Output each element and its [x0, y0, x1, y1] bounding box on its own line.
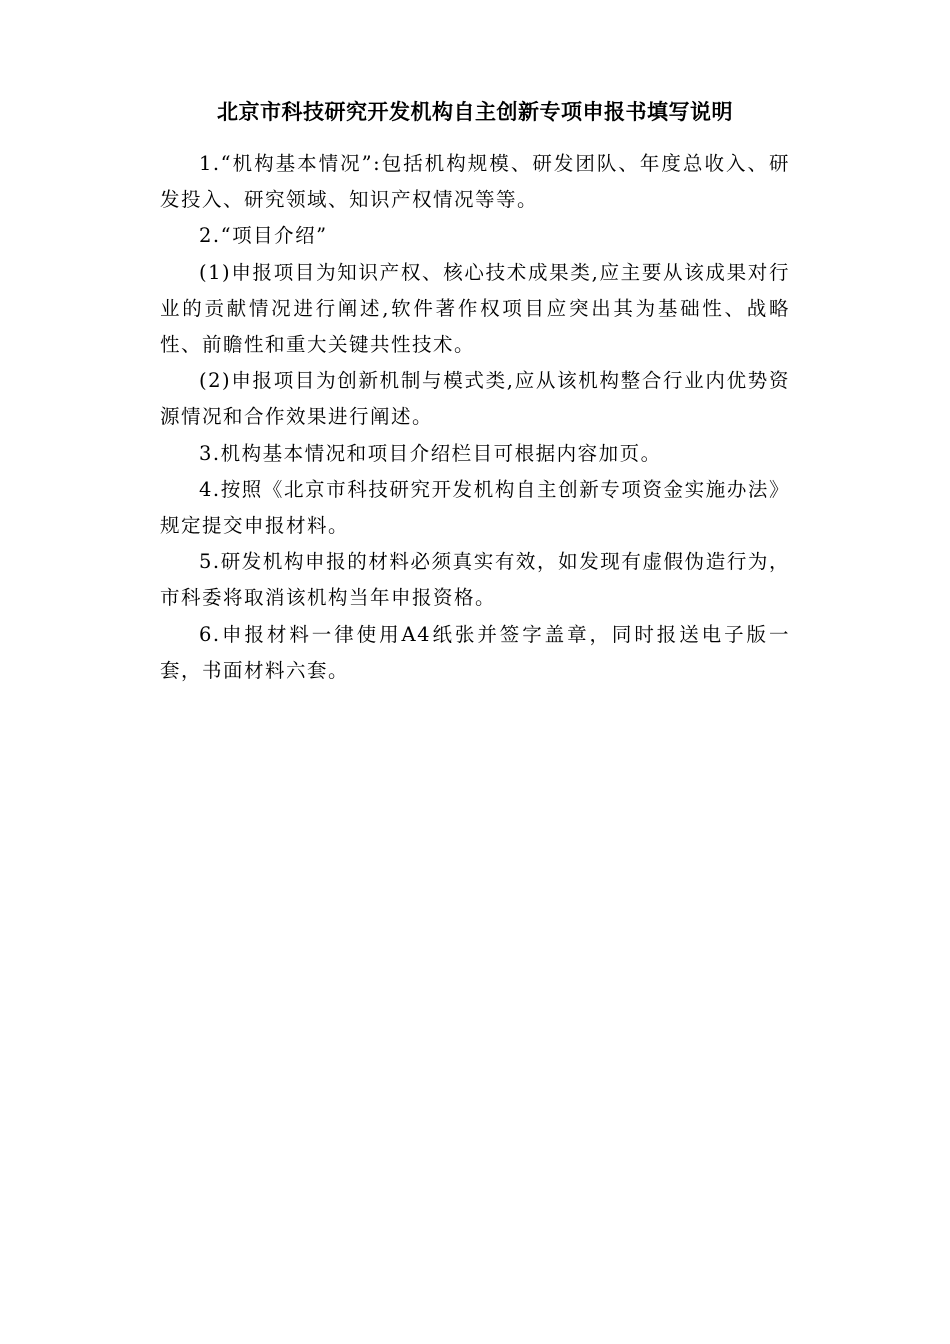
- paragraph-item-2-1: (1)申报项目为知识产权、核心技术成果类,应主要从该成果对行业的贡献情况进行阐述,软件著作权项目应突出其为基础性、战略性、前瞻性和重大关键共性技术。: [160, 260, 790, 357]
- paragraph-item-2: 2.“项目介绍”: [199, 224, 328, 248]
- paragraph-item-4: 4.按照《北京市科技研究开发机构自主创新专项资金实施办法》规定提交申报材料。: [160, 477, 790, 538]
- paragraph-item-5: 5.研发机构申报的材料必须真实有效，如发现有虚假伪造行为，市科委将取消该机构当年申报资格。: [160, 550, 790, 610]
- paragraph-item-3: 3.机构基本情况和项目介绍栏目可根据内容加页。: [199, 441, 662, 465]
- paragraph-item-6: 6.申报材料一律使用A4纸张并签字盖章，同时报送电子版一套，书面材料六套。: [160, 622, 790, 682]
- document-body: [160, 146, 790, 689]
- paragraph-item-1: 1.“机构基本情况”:包括机构规模、研发团队、年度总收入、研发投入、研究领域、知识产权情况等等。: [160, 152, 790, 212]
- document-title: 北京市科技研究开发机构自主创新专项申报书填写说明: [217, 100, 733, 124]
- paragraph-item-2-2: (2)申报项目为创新机制与模式类,应从该机构整合行业内优势资源情况和合作效果进行阐述。: [160, 369, 790, 429]
